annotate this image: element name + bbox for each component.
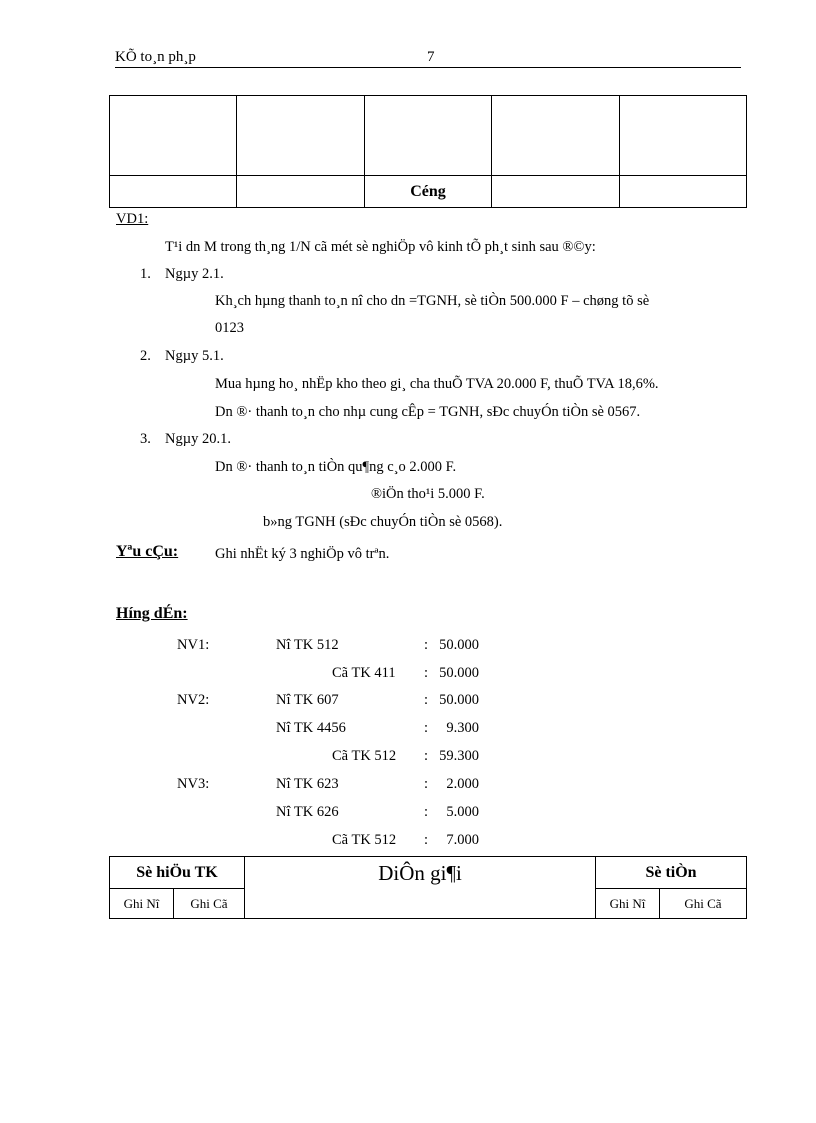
account: Cã TK 512 [332,748,397,764]
account: Cã TK 411 [332,665,396,681]
colon: : [424,692,429,708]
list-item-line: Dn ®· thanh to¸n tiÒn qu¶ng c¸o 2.000 F. [215,459,457,475]
account: Nî TK 4456 [276,720,346,736]
table-cell [492,96,619,176]
colon: : [424,748,429,764]
table-cell [619,96,746,176]
list-item-number: 1. [140,266,151,282]
table-cell [237,176,364,208]
credit-header: Ghi Cã [174,889,245,919]
nv-label: NV2: [177,692,210,708]
colon: : [424,832,429,848]
list-item-title: Ngµy 5.1. [165,348,224,364]
account: Cã TK 512 [332,832,397,848]
example-intro: T¹i dn M trong th¸ng 1/N cã mét sè nghiÖp vô kinh tÕ ph¸t sinh sau ®©y: [165,239,596,255]
credit-header: Ghi Cã [660,889,747,919]
account: Nî TK 512 [276,637,339,653]
table-cell [110,176,237,208]
account: Nî TK 626 [276,804,339,820]
amount: 59.300 [439,748,479,764]
description-header: DiÔn gi¶i [245,857,596,919]
amount: 50.000 [439,692,479,708]
list-item-number: 3. [140,431,151,447]
list-item-line: Kh¸ch hµng thanh to¸n nî cho dn =TGNH, sè tiÒn 500.000 F – chøng tõ sè [215,293,650,309]
account: Nî TK 607 [276,692,339,708]
list-item-title: Ngµy 2.1. [165,266,224,282]
amount: 50.000 [439,637,479,653]
list-item-line: b»ng TGNH (sÐc chuyÓn tiÒn sè 0568). [263,514,503,530]
debit-header: Ghi Nî [596,889,660,919]
list-item-line: ®iÖn tho¹i 5.000 F. [371,486,485,502]
list-item-title: Ngµy 20.1. [165,431,231,447]
requirement-label: Yªu cÇu: [116,543,179,560]
page-number: 7 [427,49,435,65]
total-label: Céng [364,176,492,208]
list-item-line: 0123 [215,320,244,336]
colon: : [424,804,429,820]
guide-label: Híng dÉn: [116,605,188,622]
amount: 7.000 [446,832,479,848]
account: Nî TK 623 [276,776,339,792]
list-item-number: 2. [140,348,151,364]
amount: 9.300 [446,720,479,736]
table-cell [237,96,364,176]
debit-header: Ghi Nî [110,889,174,919]
nv-label: NV3: [177,776,210,792]
nv-label: NV1: [177,637,210,653]
table-cell [364,96,492,176]
table-cell [492,176,619,208]
example-label: VD1: [116,211,149,227]
list-item-line: Mua hµng ho¸ nhËp kho theo gi¸ cha thuÕ TVA 20.000 F, thuÕ TVA 18,6%. [215,376,659,392]
colon: : [424,637,429,653]
amount: 2.000 [446,776,479,792]
colon: : [424,720,429,736]
table-cell [619,176,746,208]
header-rule [115,67,741,68]
header-title: KÕ to¸n ph¸p [115,49,196,65]
list-item-line: Dn ®· thanh to¸n cho nhµ cung cÊp = TGNH, sÐc chuyÓn tiÒn sè 0567. [215,404,641,420]
table-cell [110,96,237,176]
top-table [109,95,747,208]
colon: : [424,665,429,681]
account-no-header: Sè hiÖu TK [110,857,245,889]
colon: : [424,776,429,792]
amount: 5.000 [446,804,479,820]
amount: 50.000 [439,665,479,681]
amount-header: Sè tiÒn [596,857,747,889]
requirement-text: Ghi nhËt ký 3 nghiÖp vô trªn. [215,546,390,562]
journal-table [109,856,747,919]
